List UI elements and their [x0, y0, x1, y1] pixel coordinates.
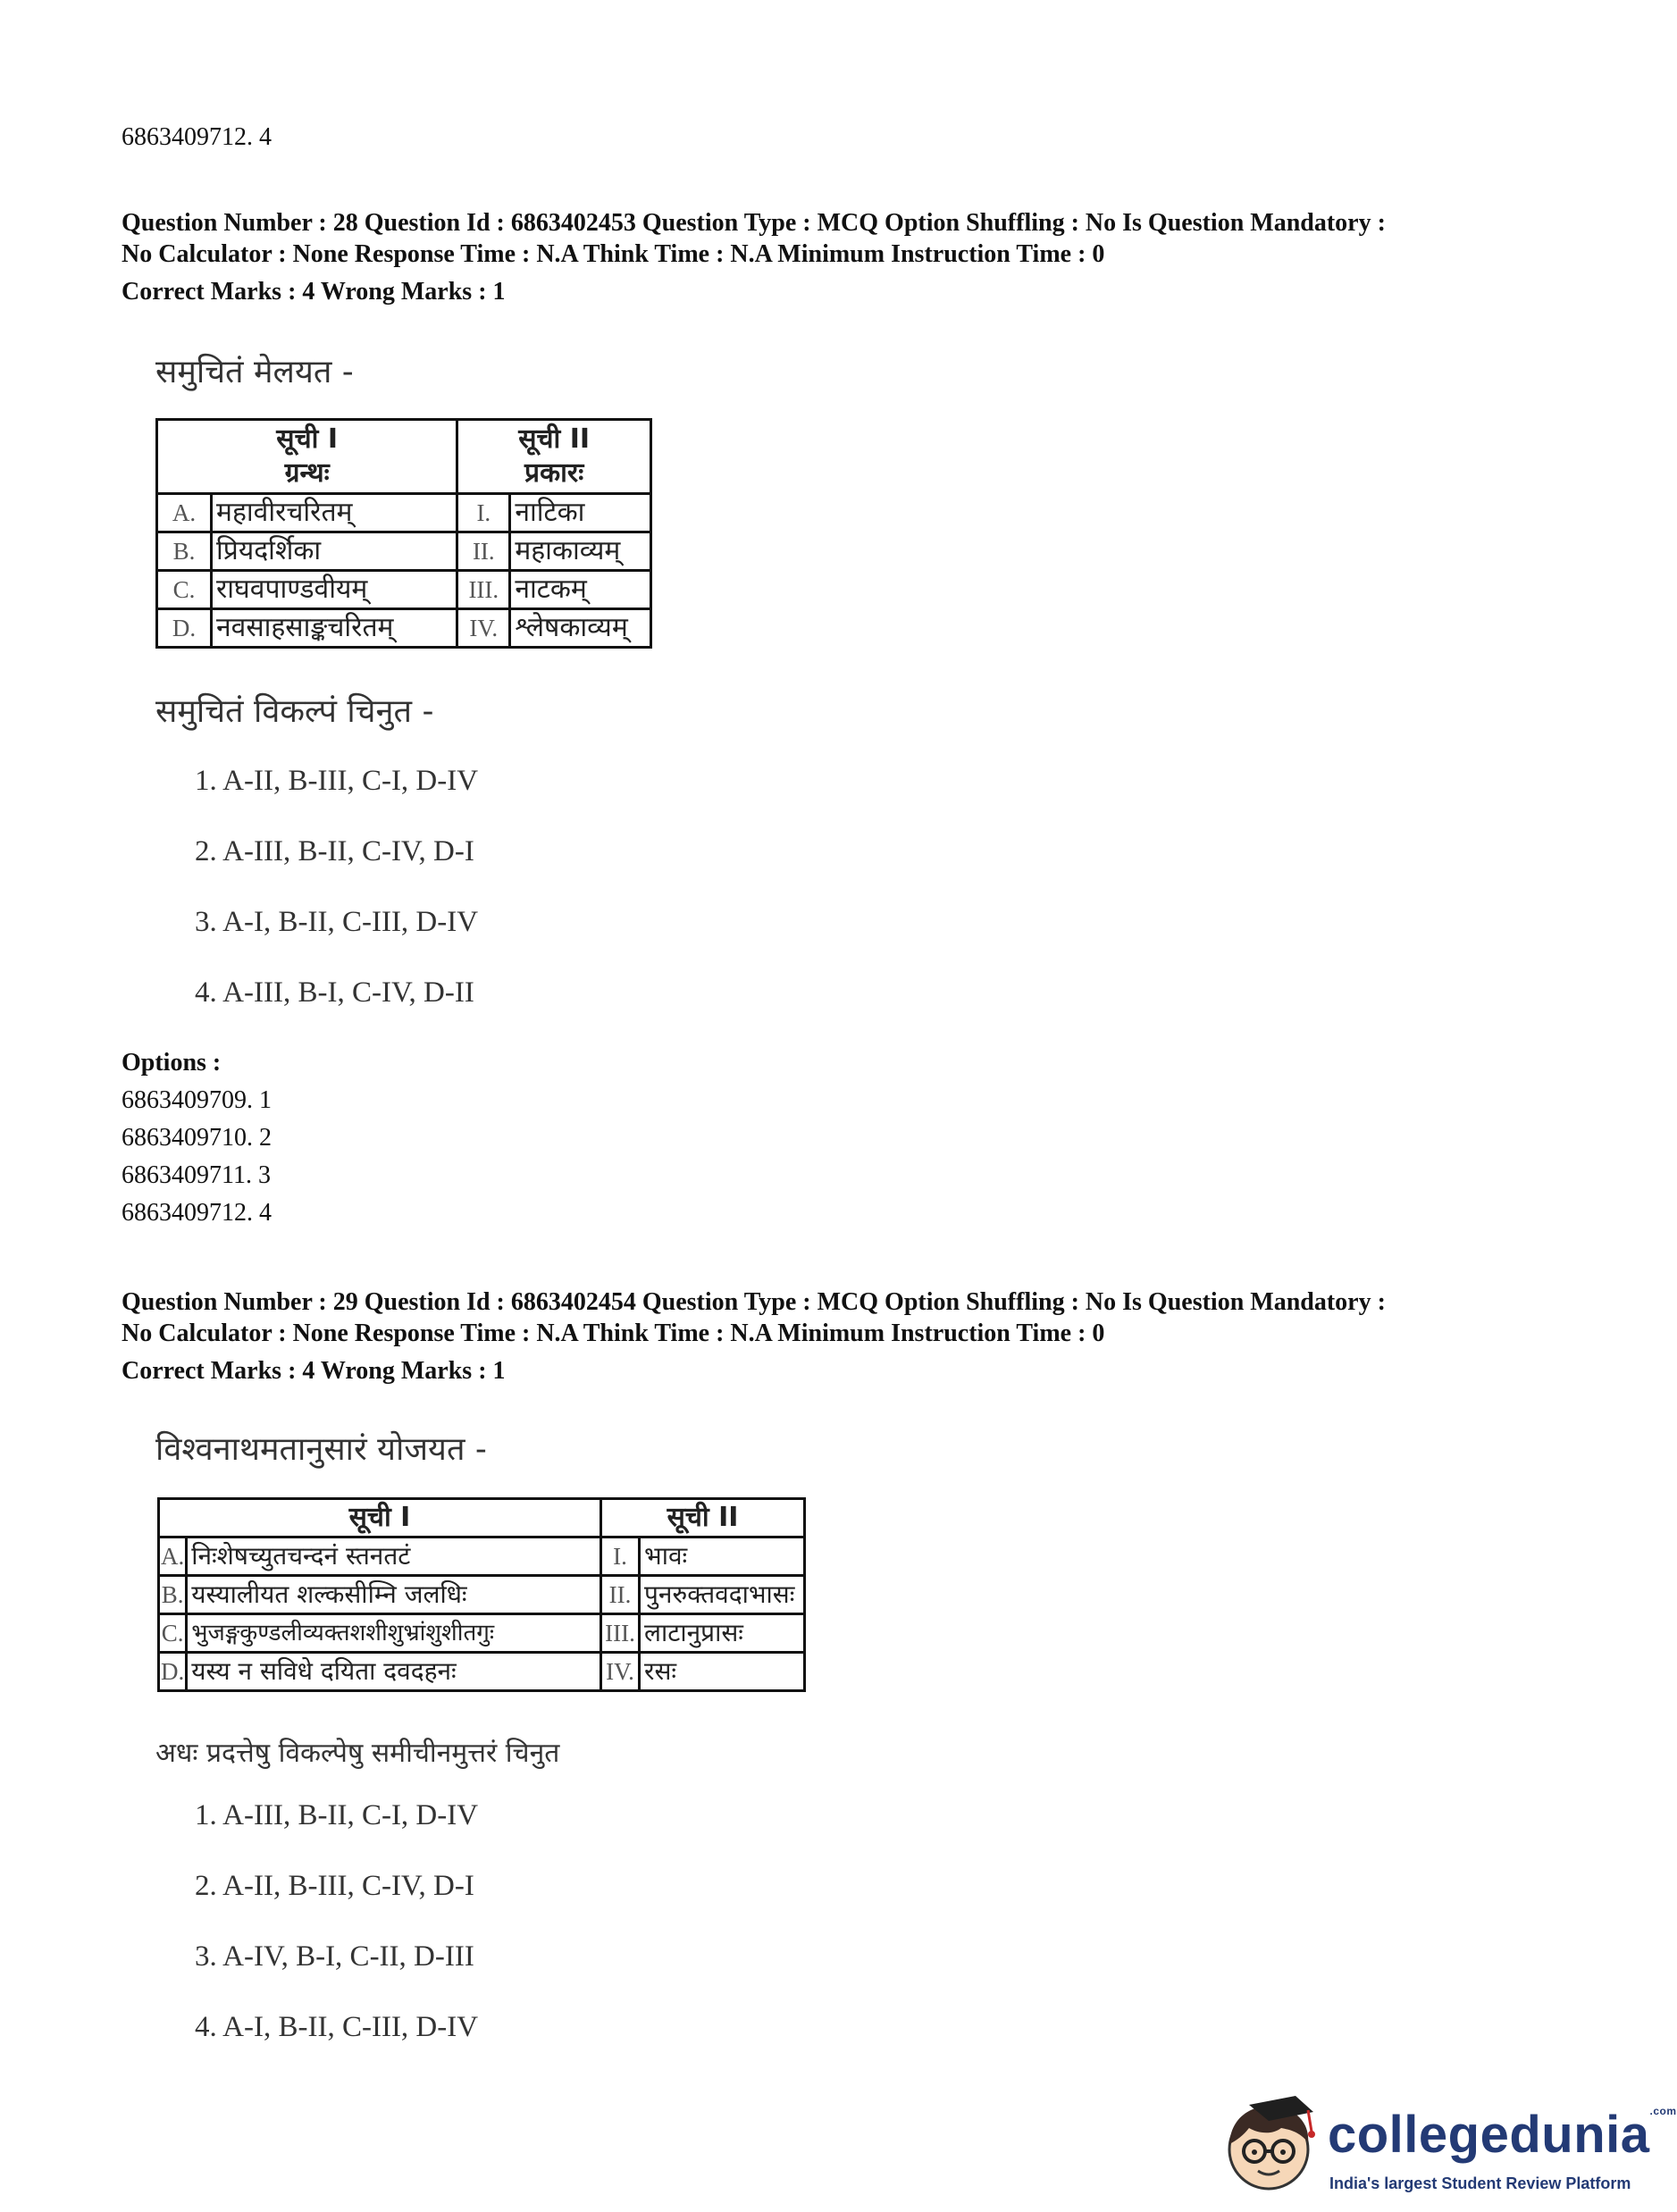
- q29-choice-1: 1. A-III, B-II, C-I, D-IV: [195, 1799, 479, 1831]
- row-value: यस्य न सविधे दयिता दवदहनः: [187, 1653, 601, 1691]
- brand-tagline: India's largest Student Review Platform: [1329, 2174, 1631, 2192]
- brand-suffix: .com: [1649, 2105, 1677, 2117]
- q28-choice-1: 1. A-II, B-III, C-I, D-IV: [195, 765, 479, 797]
- q29-meta-line2: No Calculator : None Response Time : N.A Think Time : N.A Minimum Instruction Time : 0: [122, 1320, 1105, 1347]
- row-value: भुजङ्गकुण्डलीव्यक्तशशीशुभ्रांशुशीतगुः: [187, 1614, 601, 1653]
- q29-choice-4: 4. A-I, B-II, C-III, D-IV: [195, 2011, 479, 2043]
- previous-option-line: 6863409712. 4: [122, 123, 272, 151]
- q29-prompt: विश्वनाथमतानुसारं योजयत -: [155, 1431, 487, 1468]
- q29-meta: [122, 1286, 1569, 1387]
- row-key: D.: [159, 1653, 187, 1691]
- q28-choice-4: 4. A-III, B-I, C-IV, D-II: [195, 976, 474, 1009]
- q28-col2-header: [457, 420, 651, 494]
- row-key: B.: [159, 1576, 187, 1614]
- q28-marks: Correct Marks : 4 Wrong Marks : 1: [122, 278, 506, 306]
- row-value: श्लेषकाव्यम्: [510, 609, 651, 648]
- row-key: IV.: [601, 1653, 640, 1691]
- row-value: नाटकम्: [510, 571, 651, 609]
- q28-col1-header: [157, 420, 457, 494]
- q28-meta: [122, 207, 1569, 307]
- q29-col2-header: सूची II: [601, 1499, 805, 1538]
- q28-meta-line2: No Calculator : None Response Time : N.A Think Time : N.A Minimum Instruction Time : 0: [122, 240, 1105, 268]
- q28-col1-subtitle: ग्रन्थः: [284, 457, 330, 489]
- row-value: प्रियदर्शिका: [212, 532, 457, 571]
- row-value: भावः: [640, 1538, 805, 1576]
- q28-choose-instruction: समुचितं विकल्पं चिनुत -: [155, 693, 434, 730]
- q29-marks: Correct Marks : 4 Wrong Marks : 1: [122, 1357, 506, 1385]
- row-key: II.: [601, 1576, 640, 1614]
- brand-name: collegedunia: [1328, 2106, 1650, 2164]
- row-value: नाटिका: [510, 494, 651, 532]
- row-value: नवसाहसाङ्कचरितम्: [212, 609, 457, 648]
- q29-col1-header: सूची I: [159, 1499, 601, 1538]
- q28-option-2: 6863409710. 2: [122, 1124, 272, 1152]
- row-key: II.: [457, 532, 510, 571]
- row-key: III.: [601, 1614, 640, 1653]
- mascot-icon: [1213, 2085, 1329, 2201]
- row-value: महाकाव्यम्: [510, 532, 651, 571]
- table-row: [159, 1653, 805, 1691]
- row-value: महावीरचरितम्: [212, 494, 457, 532]
- row-value: निःशेषच्युतचन्दनं स्तनतटं: [187, 1538, 601, 1576]
- q28-option-1: 6863409709. 1: [122, 1086, 272, 1114]
- row-key: III.: [457, 571, 510, 609]
- q28-prompt: समुचितं मेलयत -: [155, 354, 354, 390]
- q28-options-label: Options :: [122, 1049, 222, 1077]
- row-key: B.: [157, 532, 212, 571]
- row-key: C.: [159, 1614, 187, 1653]
- table-row: [157, 609, 651, 648]
- q28-option-4: 6863409712. 4: [122, 1199, 272, 1227]
- row-key: IV.: [457, 609, 510, 648]
- q28-col1-title: सूची I: [276, 423, 339, 455]
- row-key: A.: [157, 494, 212, 532]
- q28-meta-line1: Question Number : 28 Question Id : 6863402453 Question Type : MCQ Option Shuffling : No Is Question Mandatory :: [122, 209, 1386, 237]
- row-value: लाटानुप्रासः: [640, 1614, 805, 1653]
- table-row: [159, 1576, 805, 1614]
- row-key: C.: [157, 571, 212, 609]
- q28-choice-2: 2. A-III, B-II, C-IV, D-I: [195, 835, 474, 867]
- q28-choice-3: 3. A-I, B-II, C-III, D-IV: [195, 906, 479, 938]
- q29-choice-3: 3. A-IV, B-I, C-II, D-III: [195, 1940, 474, 1973]
- table-row: [157, 494, 651, 532]
- q28-match-table: [155, 418, 652, 649]
- table-row: [157, 532, 651, 571]
- table-row: [157, 571, 651, 609]
- brand-logo-text: [1328, 2105, 1677, 2165]
- q29-choice-2: 2. A-II, B-III, C-IV, D-I: [195, 1870, 474, 1902]
- row-value: यस्यालीयत शल्कसीम्नि जलधिः: [187, 1576, 601, 1614]
- table-row: [159, 1538, 805, 1576]
- q28-col2-subtitle: प्रकारः: [524, 457, 584, 489]
- q29-choose-instruction: अधः प्रदत्तेषु विकल्पेषु समीचीनमुत्तरं चिनुत: [155, 1738, 560, 1769]
- q29-match-table: [157, 1497, 806, 1692]
- row-key: I.: [457, 494, 510, 532]
- row-key: I.: [601, 1538, 640, 1576]
- row-key: A.: [159, 1538, 187, 1576]
- row-value: रसः: [640, 1653, 805, 1691]
- q28-option-3: 6863409711. 3: [122, 1161, 271, 1189]
- q28-col2-title: सूची II: [518, 423, 591, 455]
- row-value: पुनरुक्तवदाभासः: [640, 1576, 805, 1614]
- row-value: राघवपाण्डवीयम्: [212, 571, 457, 609]
- q29-meta-line1: Question Number : 29 Question Id : 6863402454 Question Type : MCQ Option Shuffling : No Is Question Mandatory :: [122, 1288, 1386, 1316]
- table-row: [159, 1614, 805, 1653]
- row-key: D.: [157, 609, 212, 648]
